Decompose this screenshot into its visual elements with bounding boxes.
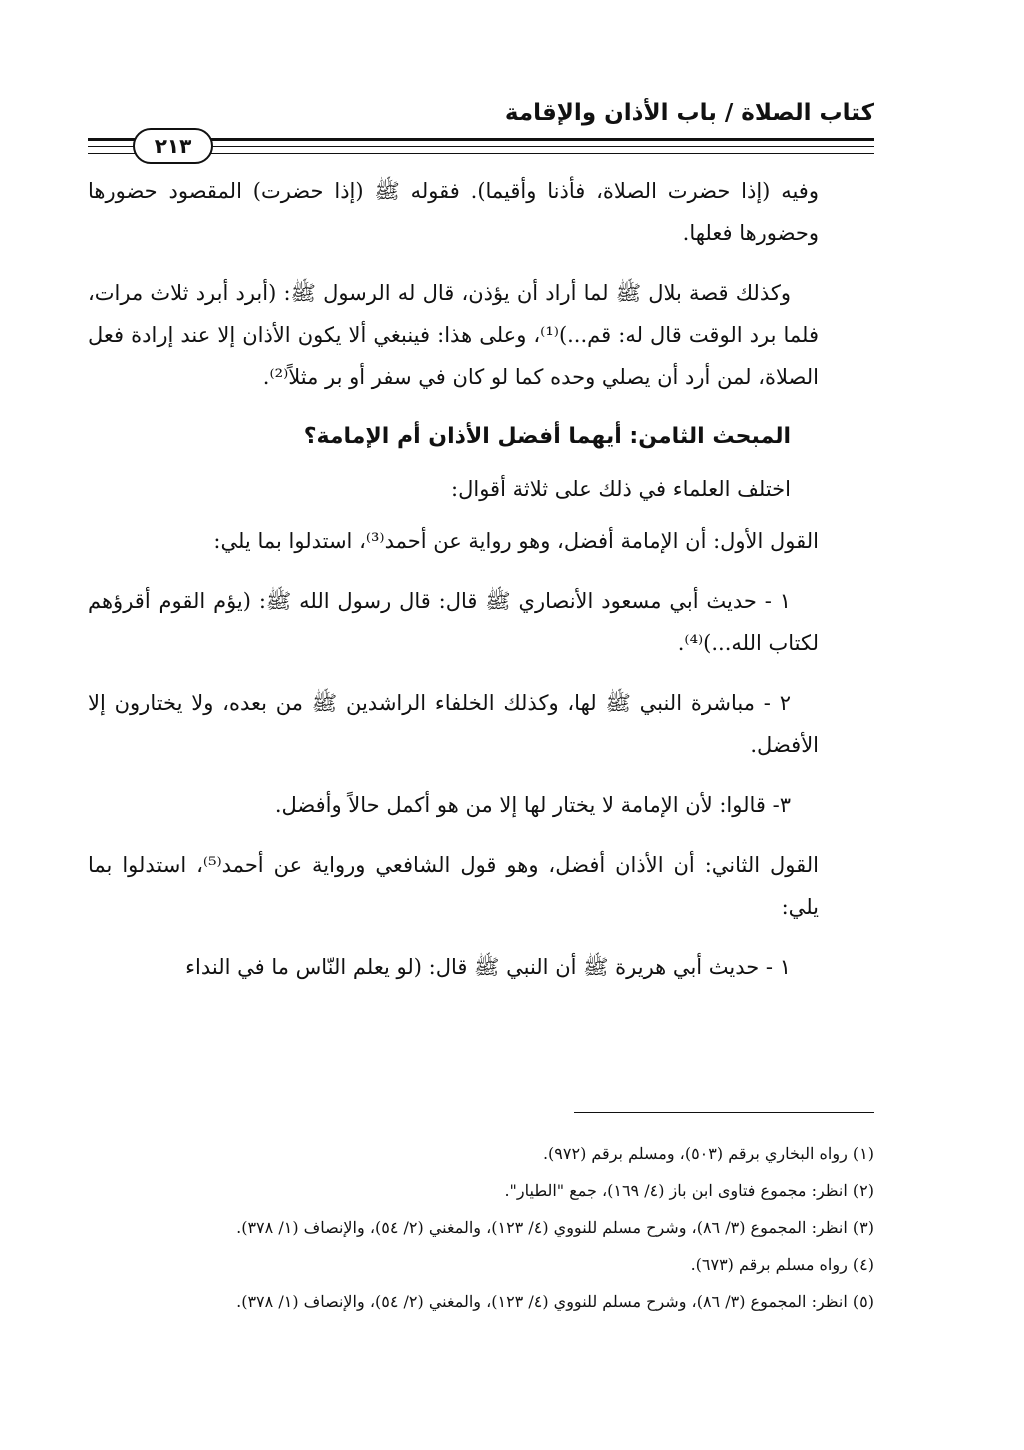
paragraph-hadith-intro: وفيه (إذا حضرت الصلاة، فأذنا وأقيما). فقوله ﷺ (إذا حضرت) المقصود حضورها وحضورها فعلها. <box>88 179 819 245</box>
page-number: ٢١٣ <box>133 128 213 164</box>
list-item-2: ٢ - مباشرة النبي ﷺ لها، وكذلك الخلفاء الراشدين ﷺ من بعده، ولا يختارون إلا الأفضل. <box>88 691 819 757</box>
page-header <box>88 100 874 160</box>
list-item-1: ١ - حديث أبي مسعود الأنصاري ﷺ قال: قال رسول الله ﷺ: (يؤم القوم أقرؤهم لكتاب الله...)⁽⁴⁾. <box>88 589 819 655</box>
footnote-2: (٢) انظر: مجموع فتاوى ابن باز (٤/ ١٦٩)، جمع "الطيار". <box>504 1181 874 1200</box>
paragraph-bilal: وكذلك قصة بلال ﷺ لما أراد أن يؤذن، قال له الرسول ﷺ: (أبرد أبرد ثلاث مرات، فلما برد الوقت قال له: قم...)⁽¹⁾، وعلى هذا: فينبغي ألا يكون الأذان إلا عند إرادة فعل الصلاة، لمن أرد أن يصلي وحده كما لو كان في سفر أو بر مثلاً⁽²⁾. <box>88 281 820 389</box>
running-title: كتاب الصلاة / باب الأذان والإقامة <box>504 100 874 126</box>
footnote-1: (١) رواه البخاري برقم (٥٠٣)، ومسلم برقم (٩٧٢). <box>542 1144 874 1163</box>
footnote-4: (٤) رواه مسلم برقم (٦٧٣). <box>690 1255 874 1274</box>
footnote-divider <box>574 1112 874 1113</box>
paragraph-first-opinion: القول الأول: أن الإمامة أفضل، وهو رواية عن أحمد⁽³⁾، استدلوا بما يلي: <box>213 529 819 553</box>
list-item-3: ٣- قالوا: لأن الإمامة لا يختار لها إلا من هو أكمل حالاً وأفضل. <box>274 793 791 817</box>
footnote-3: (٣) انظر: المجموع (٣/ ٨٦)، وشرح مسلم للنووي (٤/ ١٢٣)، والمغني (٢/ ٥٤)، والإنصاف (١/ ٣٧٨). <box>236 1218 874 1237</box>
paragraph-second-opinion: القول الثاني: أن الأذان أفضل، وهو قول الشافعي ورواية عن أحمد⁽⁵⁾، استدلوا بما يلي: <box>88 853 819 919</box>
section-heading: المبحث الثامن: أيهما أفضل الأذان أم الإمامة؟ <box>303 424 791 449</box>
footnotes <box>88 1135 874 1320</box>
list-item-abu-hurayra: ١ - حديث أبي هريرة ﷺ أن النبي ﷺ قال: (لو يعلم النّاس ما في النداء <box>185 955 791 979</box>
footnote-5: (٥) انظر: المجموع (٣/ ٨٦)، وشرح مسلم للنووي (٤/ ١٢٣)، والمغني (٢/ ٥٤)، والإنصاف (١/ ٣٧٨). <box>236 1292 874 1311</box>
paragraph-scholars-differ: اختلف العلماء في ذلك على ثلاثة أقوال: <box>451 477 791 501</box>
main-text <box>88 170 819 1006</box>
